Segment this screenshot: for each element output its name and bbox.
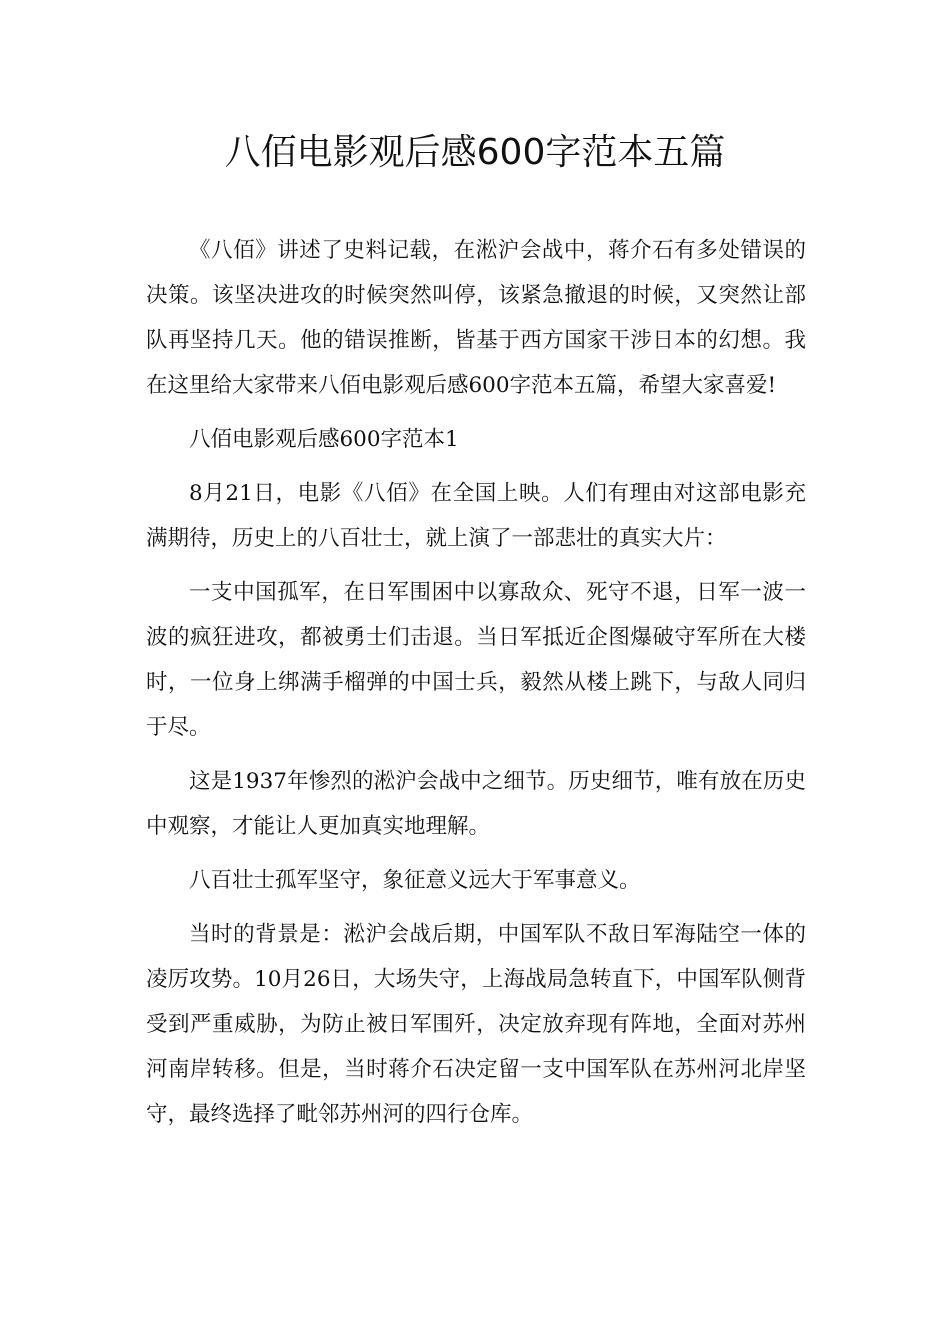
- page-title: 八佰电影观后感600字范本五篇: [224, 132, 726, 173]
- body-paragraph: 这是1937年惨烈的淞沪会战中之细节。历史细节，唯有放在历史中观察，才能让人更加真实地理解。: [146, 769, 806, 839]
- document-body: [146, 228, 806, 1146]
- section-heading: 八佰电影观后感600字范本1: [189, 427, 459, 452]
- body-paragraph: 一支中国孤军，在日军围困中以寡敌众、死守不退，日军一波一波的疯狂进攻，都被勇士们击退。当日军抵近企图爆破守军所在大楼时，一位身上绑满手榴弹的中国士兵，毅然从楼上跳下，与敌人同归于尽。: [146, 580, 806, 740]
- intro-paragraph: 《八佰》讲述了史料记载，在淞沪会战中，蒋介石有多处错误的决策。该坚决进攻的时候突然叫停，该紧急撤退的时候，又突然让部队再坚持几天。他的错误推断，皆基于西方国家干涉日本的幻想。我在这里给大家带来八佰电影观后感600字范本五篇，希望大家喜爱!: [146, 238, 806, 398]
- body-paragraph: 8月21日，电影《八佰》在全国上映。人们有理由对这部电影充满期待，历史上的八百壮士，就上演了一部悲壮的真实大片：: [146, 481, 806, 551]
- body-paragraph: 八百壮士孤军坚守，象征意义远大于军事意义。: [189, 868, 641, 893]
- body-paragraph: 当时的背景是：淞沪会战后期，中国军队不敌日军海陆空一体的凌厉攻势。10月26日，大场失守，上海战局急转直下，中国军队侧背受到严重威胁，为防止被日军围歼，决定放弃现有阵地，全面对苏州河南岸转移。但是，当时蒋介石决定留一支中国军队在苏州河北岸坚守，最终选择了毗邻苏州河的四行仓库。: [146, 922, 806, 1127]
